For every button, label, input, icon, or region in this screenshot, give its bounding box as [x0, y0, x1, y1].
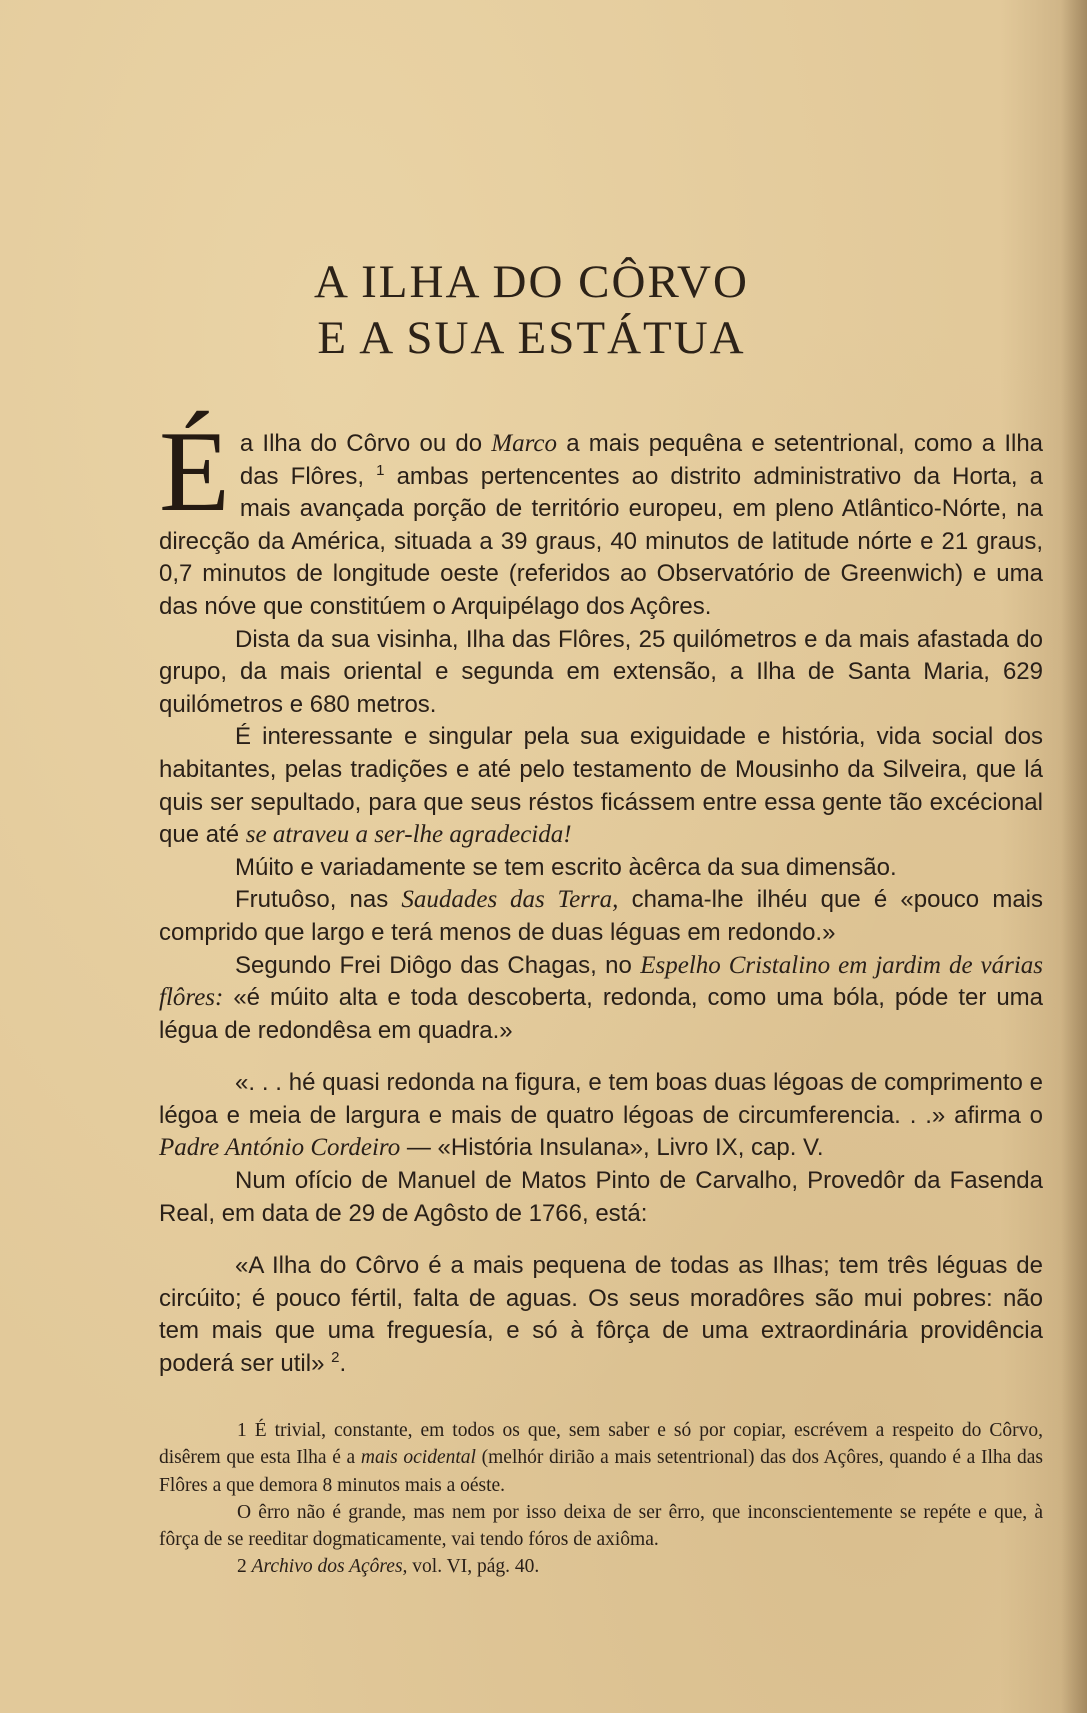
footnote-1-continued: O êrro não é grande, mas nem por isso deixa de ser êrro, que inconscientemente se repéte e que, à fôrça de se reeditar dogmaticamente, vai tendo fóros de axiôma. — [159, 1501, 1043, 1551]
page-edge-shadow — [1061, 0, 1087, 1713]
paragraph-6: Segundo Frei Diôgo das Chagas, no Espelho Cristalino em jardim de várias flôres: «é múito alta e toda descoberta, redonda, como uma bóla, póde ter uma légua de redondêsa em quadra.» — [159, 951, 1044, 1044]
paragraph-4: Múito e variadamente se tem escrito àcêrca da sua dimensão. — [235, 853, 897, 881]
paragraph-2: Dista da sua visinha, Ilha das Flôres, 25 quilómetros e da mais afastada do grupo, da mais oriental e segunda em extensão, a Ilha de Santa Maria, 629 quilómetros e 680 metros. — [159, 625, 1043, 718]
main-text — [159, 408, 1044, 1381]
footnote-2: 2 Archivo dos Açôres, vol. VI, pág. 40. — [237, 1556, 540, 1578]
footnote-1: 1 É trivial, constante, em todos os que, sem saber e só por copiar, escrévem a respeito do Côrvo, disêrem que esta Ilha é a mais ocidental (melhór dirião a mais setentrional) das dos Açôres, quando é a Ilha das Flôres a que demora 8 minutos mais a oéste. — [159, 1420, 1043, 1496]
footnote-ref-1: 1 — [376, 461, 385, 479]
footnote-ref-2: 2 — [331, 1349, 340, 1367]
title-line-1: A ILHA DO CÔRVO — [314, 256, 749, 308]
paragraph-9: «A Ilha do Côrvo é a mais pequena de todas as Ilhas; tem três léguas de circúito; é pouco fértil, falta de aguas. Os seus moradôres são mui pobres: não tem mais que uma freguesía, e só à fôrça de uma extraordinária providência poderá ser util» $^2$. — [159, 1252, 1043, 1378]
paragraph-1: Éa Ilha do Côrvo ou do Marco a mais pequêna e setentrional, como a Ilha das Flôres, $^1$ ambas pertencentes ao distrito administrativo da Horta, a mais avançada porção de território europeu, em pleno Atlântico-Nórte, na direcção da América, situada a 39 graus, 40 minutos de latitude nórte e 21 graus, 0,7 minutos de longitude oeste (referidos ao Observatório de Greenwich) e uma das nóve que constitúem o Arquipélago dos Açôres. — [159, 408, 1044, 620]
drop-cap: É — [159, 408, 230, 536]
paragraph-3: É interessante e singular pela sua exiguidade e história, vida social dos habitantes, pelas tradições e até pelo testamento de Mousinho da Silveira, que lá quis ser sepultado, para que seus réstos ficássem entre essa gente tão excécional que até se atraveu a ser-lhe agradecida! — [159, 723, 1043, 849]
title-line-2: E A SUA ESTÁTUA — [317, 312, 746, 364]
paragraph-5: Frutuôso, nas Saudades das Terra, chama-lhe ilhéu que é «pouco mais comprido que largo e terá menos de duas léguas em redondo.» — [159, 886, 1043, 946]
footnotes — [159, 1417, 1043, 1581]
paragraph-8: Num ofício de Manuel de Matos Pinto de Carvalho, Provedôr da Fasenda Real, em data de 29 de Agôsto de 1766, está: — [159, 1167, 1043, 1227]
paragraph-7: «. . . hé quasi redonda na figura, e tem boas duas légoas de comprimento e légoa e meia de largura e mais de quatro légoas de circumferencia. . .» afirma o Padre António Cordeiro — «História Insulana», Livro IX, cap. V. — [159, 1069, 1043, 1162]
